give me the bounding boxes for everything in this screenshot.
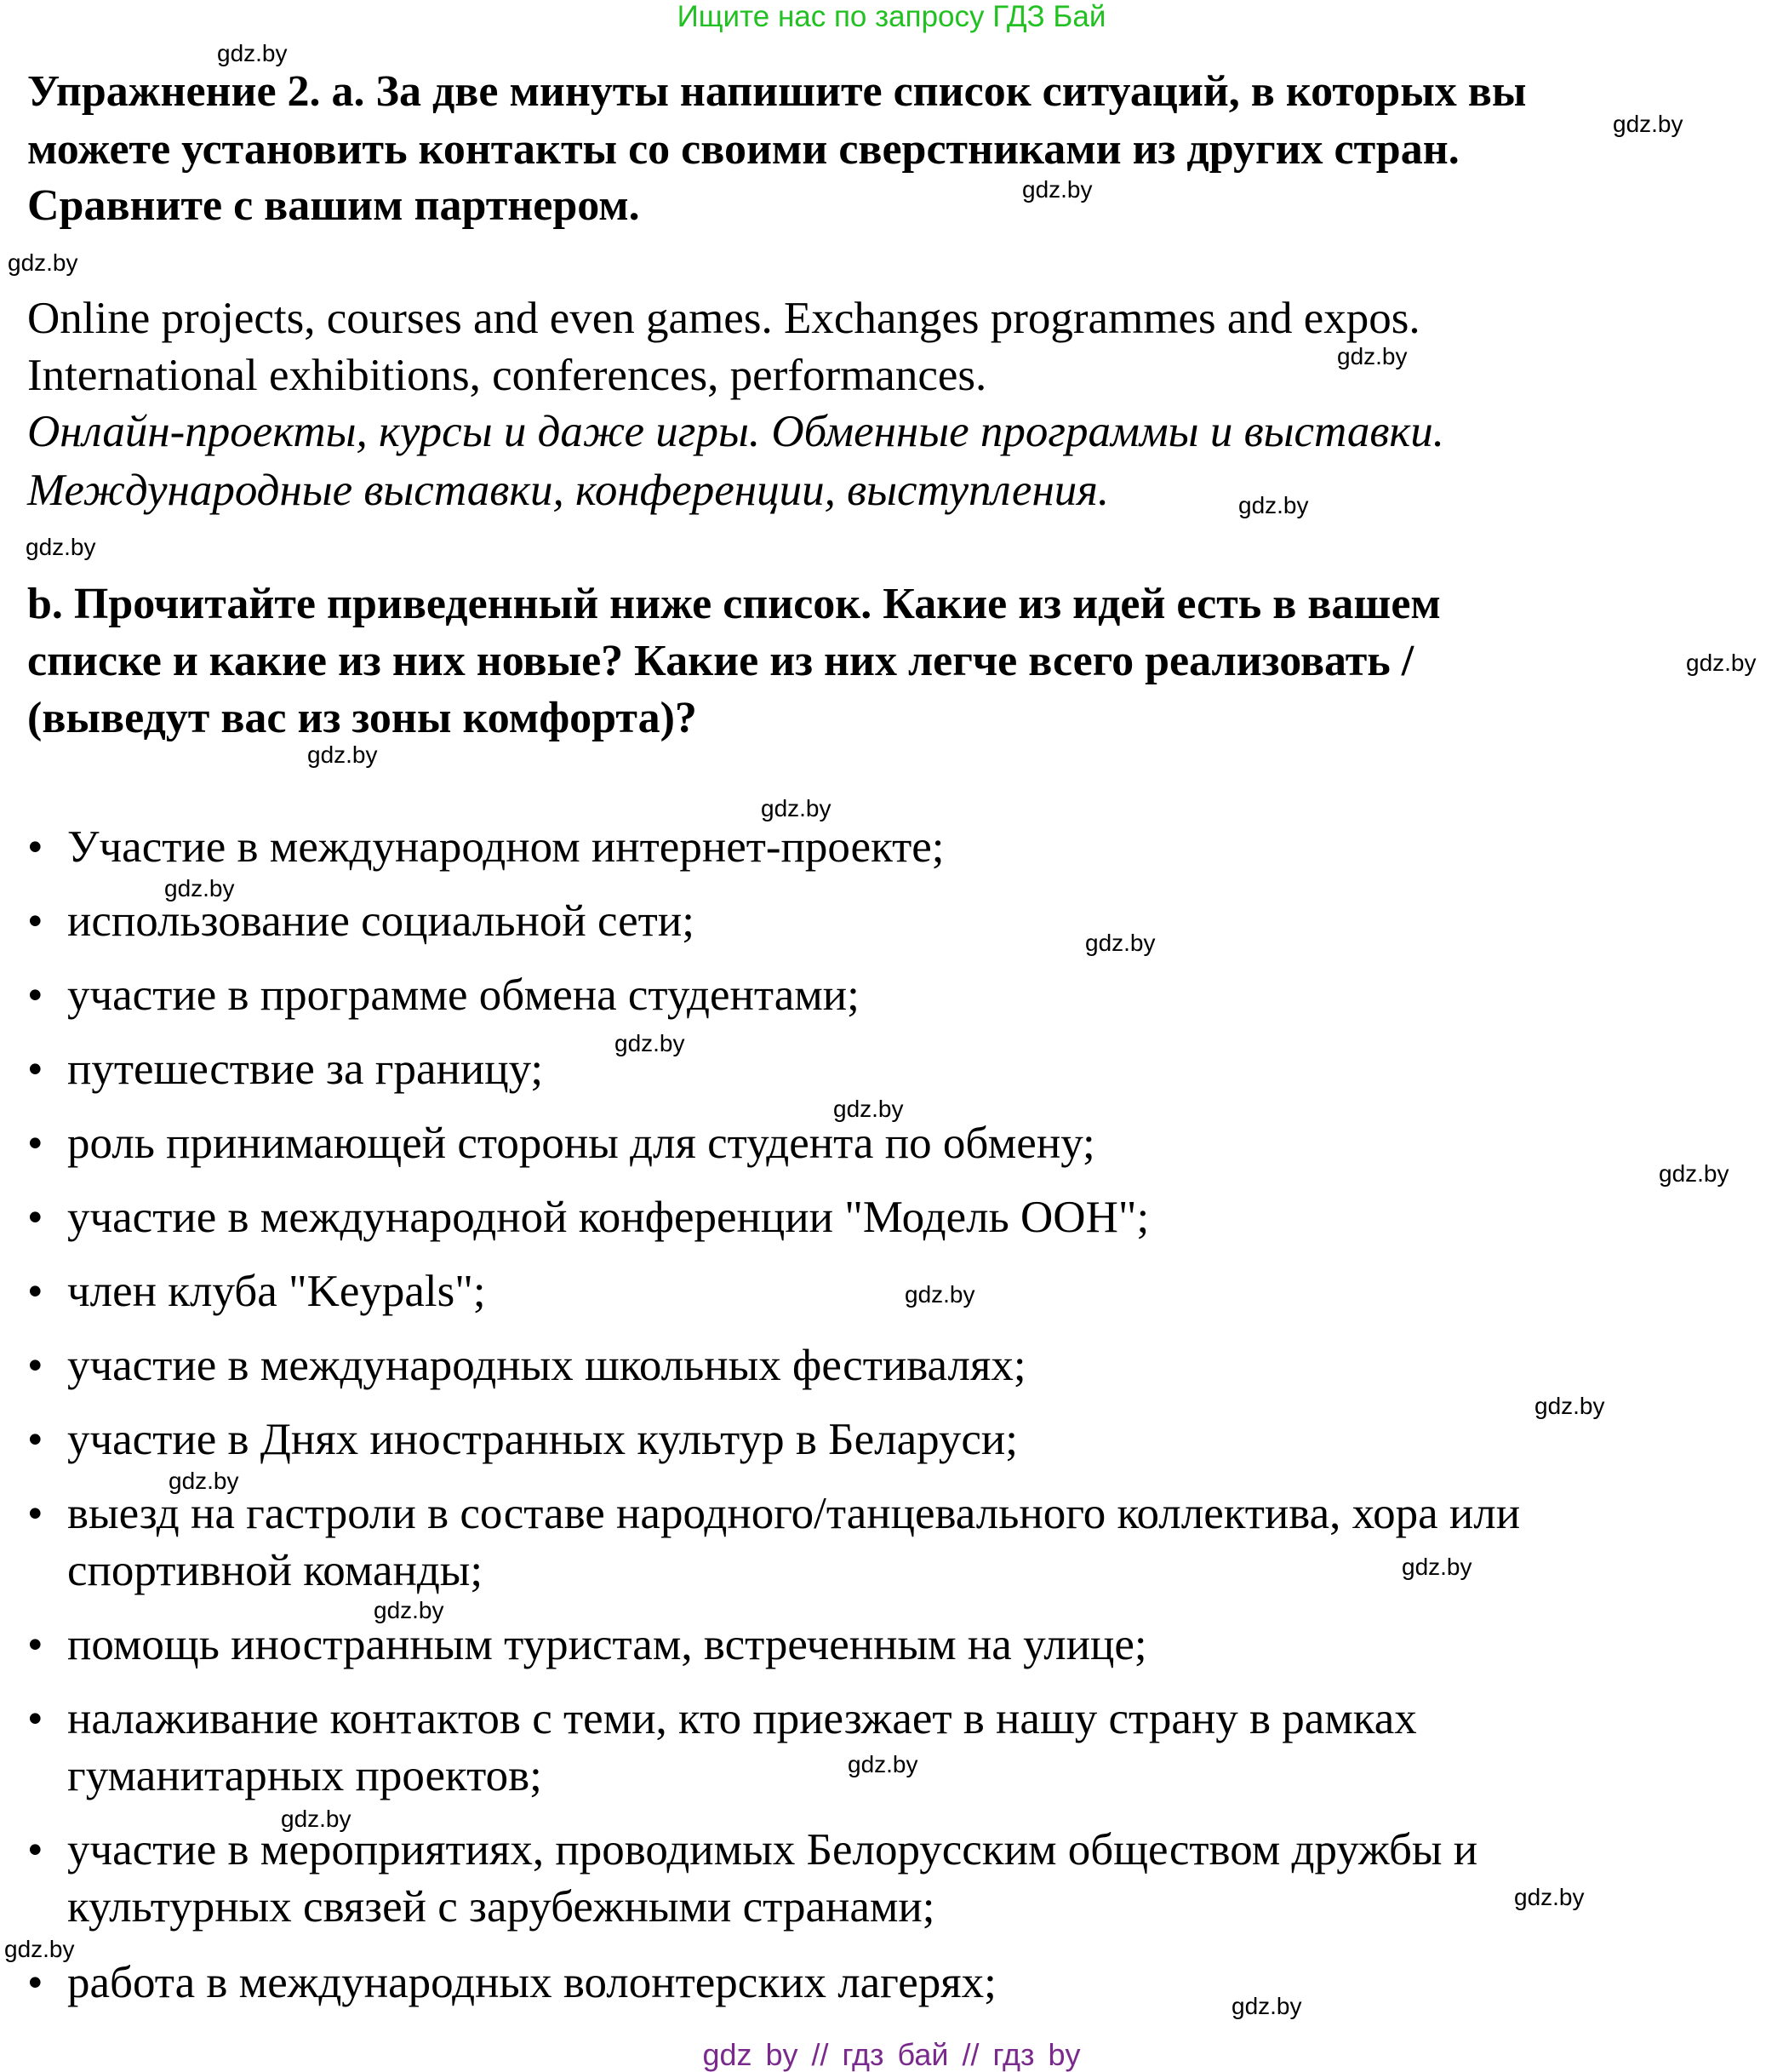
answer-english-line-2: International exhibitions, conferences, performances. <box>27 351 987 400</box>
bullet-icon: • <box>27 1694 43 1743</box>
exercise-b-line-2: списке и какие из них новые? Какие из них легче всего реализовать / <box>27 637 1414 685</box>
watermark: gdz.by <box>1232 1993 1302 2019</box>
exercise-b-line-3: (выведут вас из зоны комфорта)? <box>27 694 697 742</box>
watermark: gdz.by <box>374 1597 444 1623</box>
exercise-b-line-1: b. Прочитайте приведенный ниже список. Какие из идей есть в вашем <box>27 580 1441 628</box>
watermark: gdz.by <box>1402 1554 1472 1580</box>
list-item-text: член клуба "Keypals"; <box>67 1267 486 1316</box>
watermark: gdz.by <box>1659 1160 1729 1187</box>
watermark: gdz.by <box>4 1936 75 1962</box>
list-item-text: использование социальной сети; <box>67 896 694 946</box>
watermark: gdz.by <box>1534 1393 1605 1419</box>
answer-russian-line-1: Онлайн-проекты, курсы и даже игры. Обменные программы и выставки. <box>27 407 1444 456</box>
bullet-icon: • <box>27 1341 43 1390</box>
watermark: gdz.by <box>614 1030 685 1056</box>
bullet-icon: • <box>27 1489 43 1538</box>
list-item-text: путешествие за границу; <box>67 1045 544 1094</box>
watermark: gdz.by <box>281 1806 351 1832</box>
answer-english-line-1: Online projects, courses and even games. Exchanges programmes and expos. <box>27 294 1420 343</box>
list-item-text: гуманитарных проектов; <box>67 1751 542 1800</box>
watermark: gdz.by <box>169 1468 239 1494</box>
top-banner: Ищите нас по запросу ГДЗ Бай <box>677 0 1106 33</box>
bullet-icon: • <box>27 1415 43 1464</box>
list-item-text: участие в мероприятиях, проводимых Белорусским обществом дружбы и <box>67 1825 1478 1875</box>
list-item-text: спортивной команды; <box>67 1546 483 1595</box>
list-item-text: участие в международной конференции "Модель ООН"; <box>67 1193 1150 1242</box>
list-item-text: работа в международных волонтерских лагерях; <box>67 1958 997 2007</box>
list-item-text: выезд на гастроли в составе народного/танцевального коллектива, хора или <box>67 1489 1521 1538</box>
exercise-a-line-3: Сравните с вашим партнером. <box>27 181 640 230</box>
list-item-text: помощь иностранным туристам, встреченным на улице; <box>67 1620 1147 1669</box>
bullet-icon: • <box>27 1045 43 1094</box>
bullet-icon: • <box>27 1958 43 2007</box>
footer-links: gdz by // гдз бай // гдз by <box>702 2037 1081 2072</box>
watermark: gdz.by <box>761 795 831 821</box>
watermark: gdz.by <box>1613 111 1683 137</box>
watermark: gdz.by <box>1337 343 1408 369</box>
watermark: gdz.by <box>26 534 96 560</box>
bullet-icon: • <box>27 1620 43 1669</box>
watermark: gdz.by <box>217 40 288 66</box>
watermark: gdz.by <box>833 1096 904 1122</box>
bullet-icon: • <box>27 1119 43 1168</box>
bullet-icon: • <box>27 822 43 872</box>
watermark: gdz.by <box>1022 176 1093 203</box>
bullet-icon: • <box>27 896 43 946</box>
answer-russian-line-2: Международные выставки, конференции, выступления. <box>27 466 1110 515</box>
list-item-text: Участие в международном интернет-проекте; <box>67 822 945 872</box>
watermark: gdz.by <box>1238 492 1309 518</box>
watermark: gdz.by <box>1514 1884 1585 1910</box>
list-item-text: роль принимающей стороны для студента по обмену; <box>67 1119 1095 1168</box>
watermark: gdz.by <box>1085 930 1156 956</box>
exercise-a-line-2: можете установить контакты со своими сверстниками из других стран. <box>27 125 1460 174</box>
bullet-icon: • <box>27 1193 43 1242</box>
watermark: gdz.by <box>1686 650 1757 676</box>
watermark: gdz.by <box>307 741 378 768</box>
bullet-icon: • <box>27 1825 43 1875</box>
watermark: gdz.by <box>905 1281 975 1308</box>
list-item-text: налаживание контактов с теми, кто приезжает в нашу страну в рамках <box>67 1694 1417 1743</box>
list-item-text: культурных связей с зарубежными странами; <box>67 1882 935 1932</box>
list-item-text: участие в международных школьных фестивалях; <box>67 1341 1026 1390</box>
watermark: gdz.by <box>8 249 78 276</box>
exercise-a-line-1: Упражнение 2. a. За две минуты напишите список ситуаций, в которых вы <box>27 67 1527 116</box>
bullet-icon: • <box>27 1267 43 1316</box>
bullet-icon: • <box>27 970 43 1020</box>
list-item-text: участие в Днях иностранных культур в Беларуси; <box>67 1415 1019 1464</box>
list-item-text: участие в программе обмена студентами; <box>67 970 860 1020</box>
watermark: gdz.by <box>164 875 235 901</box>
watermark: gdz.by <box>848 1751 918 1777</box>
